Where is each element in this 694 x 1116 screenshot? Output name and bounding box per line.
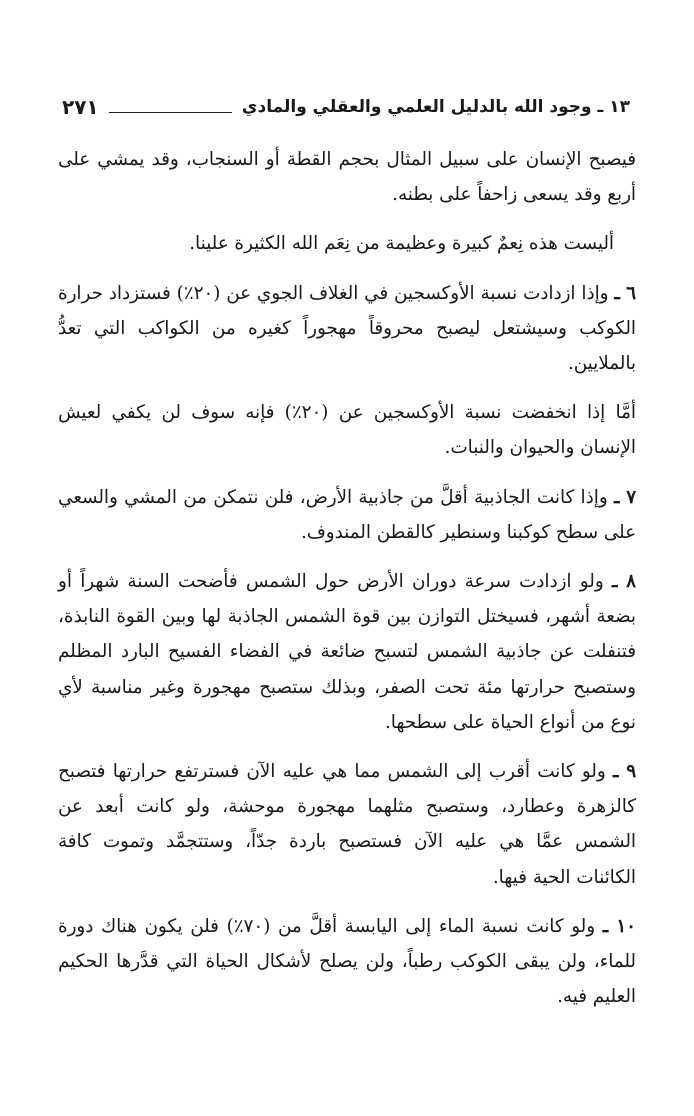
paragraph [58,395,636,465]
paragraph-text: أليست هذه نِعمٌ كبيرة وعظيمة من نِعَم الله الكثيرة علينا. [189,233,614,255]
paragraph-text: ولو كانت أقرب إلى الشمس مما هي عليه الآن فسترتفع حرارتها فتصبح كالزهرة وعطارد، وستصبح مثلهما مهجورة موحشة، ولو كانت أبعد عن الشمس عمَّا هي عليه الآن فستصبح باردة جدّاً، وستتجمَّد وتموت كافة الكائنات الحية فيها. [58,761,636,888]
item-number: ١٠ ـ [602,915,636,937]
chapter-title: ١٣ ـ وجود الله بالدليل العلمي والعقلي والمادي [241,97,630,117]
paragraph [58,226,636,261]
paragraph-numbered [58,564,636,740]
paragraph-text: أمَّا إذا انخفضت نسبة الأوكسجين عن (٢٠٪) فإنه سوف لن يكفي لعيش الإنسان والحيوان والنبات. [58,402,636,459]
running-header [62,88,630,118]
item-number: ٩ ـ [612,761,637,783]
item-number: ٦ ـ [614,282,636,304]
paragraph-text: ولو كانت نسبة الماء إلى اليابسة أقلَّ من (٧٠٪) فلن يكون هناك دورة للماء، ولن يبقى الكوكب رطباً، ولن يصلح لأشكال الحياة التي قدَّرها الحكيم العليم فيه. [58,915,636,1008]
paragraph-text: وإذا ازدادت نسبة الأوكسجين في الغلاف الجوي عن (٢٠٪) فستزداد حرارة الكوكب وسيشتعل ليصبح محروقاً مهجوراً كغيره من الكواكب التي تعدُّ بالملايين. [58,282,636,375]
paragraph-numbered [58,754,636,895]
paragraph-text: فيصبح الإنسان على سبيل المثال بحجم القطة أو السنجاب، وقد يمشي على أربع وقد يسعى زاحفاً على بطنه. [58,149,636,206]
paragraph-text: وإذا كانت الجاذبية أقلَّ من جاذبية الأرض، فلن نتمكن من المشي والسعي على سطح كوكبنا وسنطير كالقطن المندوف. [58,486,636,543]
paragraph [58,142,636,212]
paragraph-numbered [58,480,636,550]
item-number: ٨ ـ [611,571,636,593]
item-number: ٧ ـ [613,486,637,508]
paragraph-numbered [58,909,636,1015]
body-text [58,142,636,1028]
paragraph-numbered [58,276,636,382]
header-rule [109,112,232,113]
page-number: ٢٧١ [62,95,99,119]
paragraph-text: ولو ازدادت سرعة دوران الأرض حول الشمس فأضحت السنة شهراً أو بضعة أشهر، فسيختل التوازن بين قوة الشمس الجاذبة لها وبين القوة النابذة، فتنفلت عن جاذبية الشمس لتسبح ضائعة في الفضاء الفسيح البارد المظلم وستصبح حرارتها مئة تحت الصفر، وبذلك ستصبح مهجورة وغير مناسبة لأي نوع من أنواع الحياة على سطحها. [58,571,636,733]
